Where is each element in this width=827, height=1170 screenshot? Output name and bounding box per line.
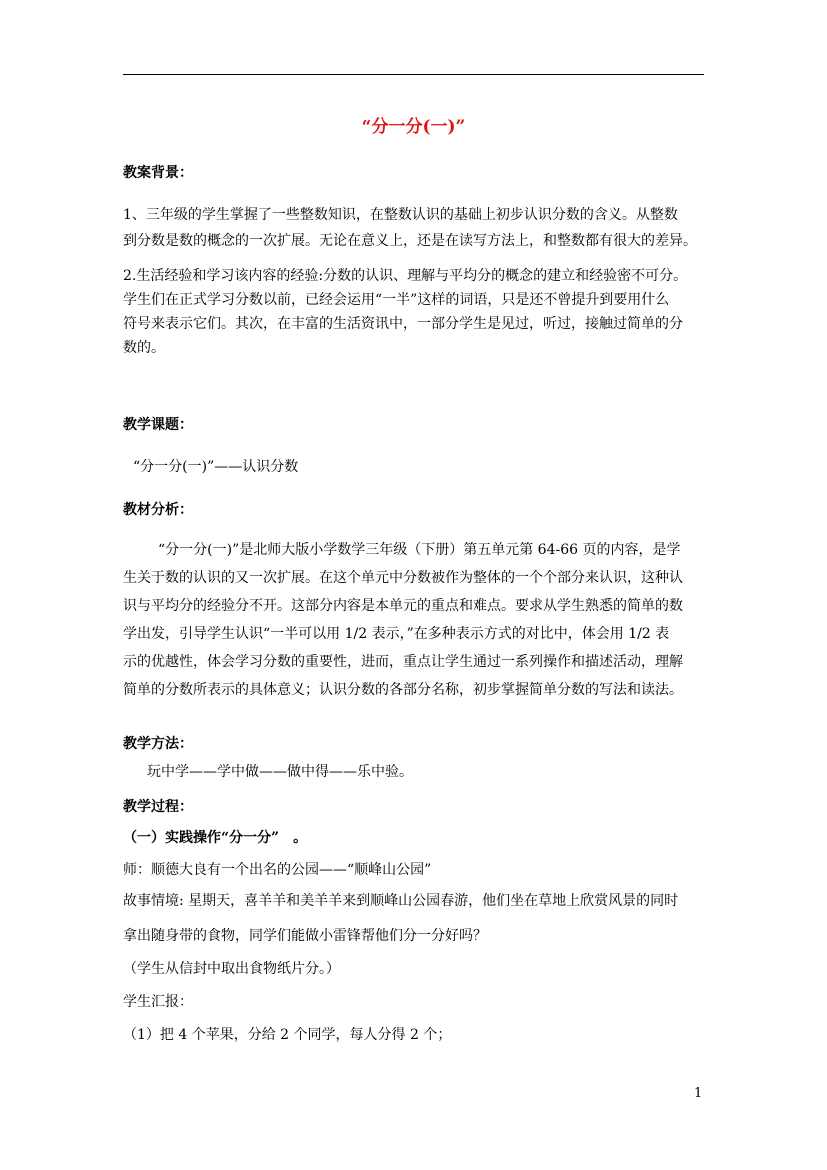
teacher-line: 师：顺德大良有一个出名的公园——“顺峰山公园” <box>123 862 432 878</box>
paragraph-line: 生关于数的认识的又一次扩展。在这个单元中分数被作为整体的一个个部分来认识，这种认 <box>123 570 683 586</box>
paragraph-line: “分一分(一)”是北师大版小学数学三年级（下册）第五单元第 64-66 页的内容，是学 <box>158 542 681 558</box>
report-heading: 学生汇报： <box>123 994 193 1010</box>
header-rule <box>123 74 704 75</box>
story-line: 拿出随身带的食物，同学们能做小雷锋帮他们分一分好吗？ <box>123 928 487 944</box>
paragraph-line: 简单的分数所表示的具体意义；认识分数的各部分名称，初步掌握简单分数的写法和读法。 <box>123 682 683 698</box>
story-line: 故事情境: 星期天，喜羊羊和美羊羊来到顺峰山公园春游，他们坐在草地上欣赏风景的同时 <box>123 893 679 909</box>
method-text: 玩中学——学中做——做中得——乐中验。 <box>147 764 413 780</box>
paragraph-line: 学出发，引导学生认识“一半可以用 1/2 表示，”在多种表示方式的对比中，体会用 1/2 表 <box>123 626 670 642</box>
topic-heading: 教学课题： <box>123 417 193 433</box>
paragraph-line: 识与平均分的经验分不开。这部分内容是本单元的重点和难点。要求从学生熟悉的简单的数 <box>123 598 683 614</box>
topic-text: “分一分(一)”——认识分数 <box>133 459 299 475</box>
report-item: （1）把 4 个苹果，分给 2 个同学，每人分得 2 个； <box>123 1027 452 1043</box>
method-heading: 教学方法： <box>123 736 193 752</box>
background-heading: 教案背景： <box>123 165 193 181</box>
paragraph-line: 符号来表示它们。其次，在丰富的生活资讯中，一部分学生是见过，听过，接触过简单的分 <box>123 316 683 332</box>
paragraph-line: 示的优越性，体会学习分数的重要性，进而，重点让学生通过一系列操作和描述活动，理解 <box>123 654 683 670</box>
paragraph-line: 学生们在正式学习分数以前，已经会运用“一半”这样的词语，只是还不曾提升到要用什么 <box>123 292 670 308</box>
paragraph-line: 1、三年级的学生掌握了一些整数知识，在整数认识的基础上初步认识分数的含义。从整数 <box>123 207 678 223</box>
section-heading: （一）实践操作“分一分” 。 <box>123 830 308 846</box>
paragraph-line: 数的。 <box>123 340 165 356</box>
process-heading: 教学过程： <box>123 799 193 815</box>
document-title: “分一分(一)” <box>361 117 466 137</box>
page-number: 1 <box>694 1086 703 1101</box>
paragraph-line: 2.生活经验和学习该内容的经验:分数的认识、理解与平均分的概念的建立和经验密不可分。 <box>123 268 688 284</box>
paragraph-line: 到分数是数的概念的一次扩展。无论在意义上，还是在读写方法上，和整数都有很大的差异。 <box>123 233 697 249</box>
analysis-heading: 教材分析： <box>123 502 193 518</box>
student-action: （学生从信封中取出食物纸片分。） <box>123 961 340 977</box>
